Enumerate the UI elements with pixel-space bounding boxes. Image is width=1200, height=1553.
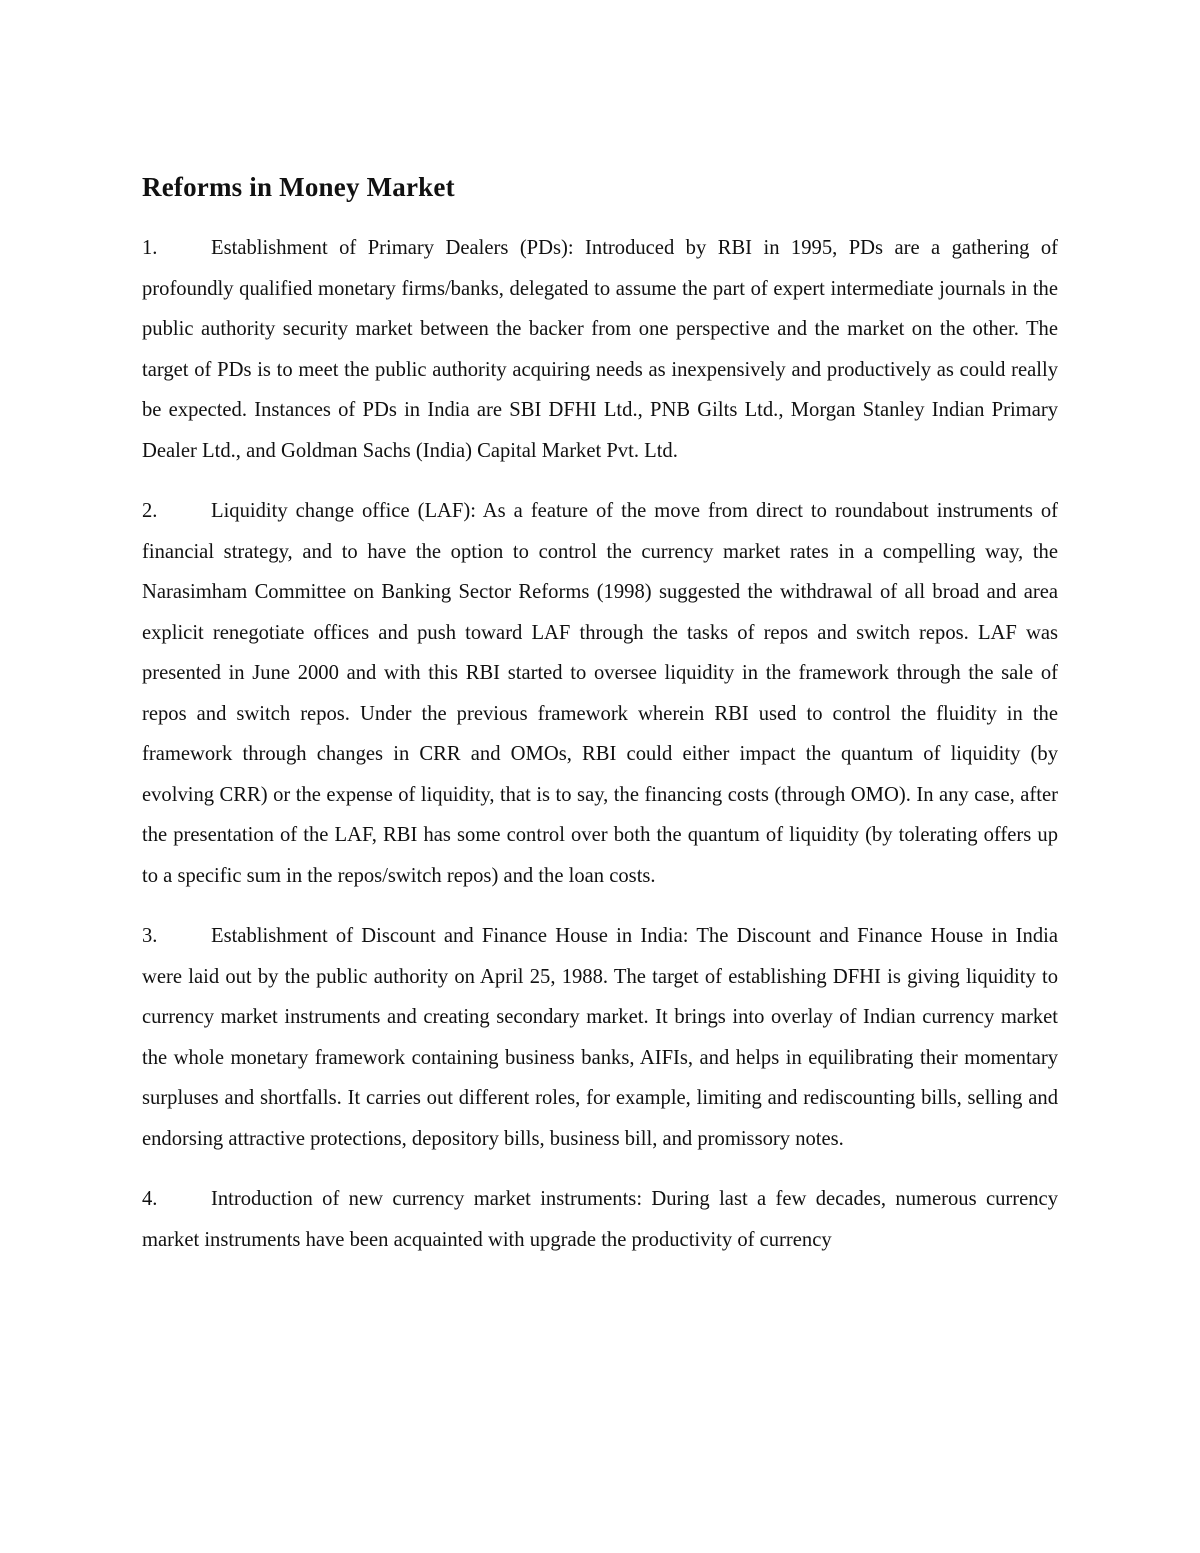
list-item-text: Liquidity change office (LAF): As a feature of the move from direct to roundabout instruments of financial strategy, and to have the option to control the currency market rates in a compelling way, the Narasimham Committee on Banking Sector Reforms (1998) suggested the withdrawal of all broad and area explicit renegotiate offices and push toward LAF through the tasks of repos and switch repos. LAF was presented in June 2000 and with this RBI started to oversee liquidity in the framework through the sale of repos and switch repos. Under the previous framework wherein RBI used to control the fluidity in the framework through changes in CRR and OMOs, RBI could either impact the quantum of liquidity (by evolving CRR) or the expense of liquidity, that is to say, the financing costs (through OMO). In any case, after the presentation of the LAF, RBI has some control over both the quantum of liquidity (by tolerating offers up to a specific sum in the repos/switch repos) and the loan costs. [142, 500, 1058, 887]
list-item-text: Establishment of Discount and Finance House in India: The Discount and Finance House in India were laid out by the public authority on April 25, 1988. The target of establishing DFHI is giving liquidity to currency market instruments and creating secondary market. It brings into overlay of Indian currency market the whole monetary framework containing business banks, AIFIs, and helps in equilibrating their momentary surpluses and shortfalls. It carries out different roles, for example, limiting and rediscounting bills, selling and endorsing attractive protections, depository bills, business bill, and promissory notes. [142, 925, 1058, 1150]
document-content [142, 170, 1058, 1280]
list-item-number: 1. [142, 237, 158, 259]
list-item [142, 1179, 1058, 1260]
list-item [142, 491, 1058, 896]
list-item-number: 3. [142, 925, 158, 947]
document-title: Reforms in Money Market [142, 172, 455, 202]
list-item [142, 916, 1058, 1159]
list-item [142, 228, 1058, 471]
list-item-text: Establishment of Primary Dealers (PDs): Introduced by RBI in 1995, PDs are a gathering of profoundly qualified monetary firms/banks, delegated to assume the part of expert intermediate journals in the public authority security market between the backer from one perspective and the market on the other. The target of PDs is to meet the public authority acquiring needs as inexpensively and productively as could really be expected. Instances of PDs in India are SBI DFHI Ltd., PNB Gilts Ltd., Morgan Stanley Indian Primary Dealer Ltd., and Goldman Sachs (India) Capital Market Pvt. Ltd. [142, 237, 1058, 462]
list-item-number: 2. [142, 500, 158, 522]
list-item-text: Introduction of new currency market instruments: During last a few decades, numerous currency market instruments have been acquainted with upgrade the productivity of currency [142, 1188, 1058, 1251]
list-item-number: 4. [142, 1188, 158, 1210]
